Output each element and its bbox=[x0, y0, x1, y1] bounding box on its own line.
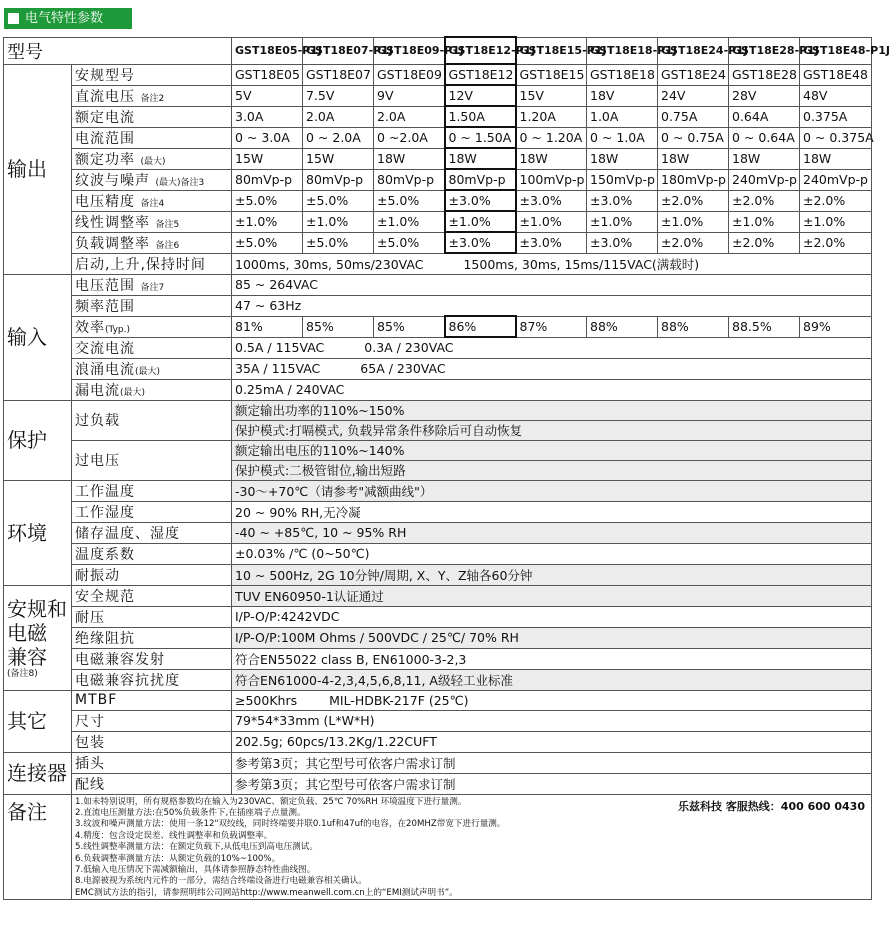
efficiency-value: 89% bbox=[800, 316, 872, 337]
row-label bbox=[72, 148, 232, 169]
model-name: GST18E15-P1J bbox=[516, 37, 587, 64]
output-group-label: 输出 bbox=[4, 64, 72, 274]
spec-value: 240mVp-p bbox=[800, 169, 872, 190]
environment-value: -30～+70℃（请参考"减额曲线"） bbox=[232, 480, 872, 501]
note-line: 2.直流电压测量方法:在50%负载条件下,在插座端子点量测。 bbox=[75, 807, 306, 818]
spec-value: 3.0A bbox=[232, 106, 303, 127]
safety-section bbox=[4, 585, 872, 690]
safety-row bbox=[4, 606, 872, 627]
spec-table bbox=[3, 36, 890, 900]
model-name: GST18E28-P1J bbox=[729, 37, 800, 64]
safety-value: 符合EN55022 class B, EN61000-3-2,3 bbox=[232, 648, 872, 669]
efficiency-value: 85% bbox=[374, 316, 445, 337]
row-label-note: (最大) bbox=[140, 156, 166, 167]
row-label: 频率范围 bbox=[72, 295, 232, 316]
spec-value: ±1.0% bbox=[516, 211, 587, 232]
row-label-text: 负载调整率 bbox=[75, 235, 150, 252]
spec-value: 18W bbox=[445, 148, 516, 169]
mtbf-row bbox=[4, 690, 872, 710]
row-label: 工作湿度 bbox=[72, 501, 232, 522]
row-label-text: 电流范围 bbox=[75, 130, 135, 147]
spec-value: 18W bbox=[374, 148, 445, 169]
row-label: 储存温度、湿度 bbox=[72, 522, 232, 543]
row-label: 浪涌电流(最大) bbox=[72, 358, 232, 379]
environment-value: 10 ~ 500Hz, 2G 10分钟/周期, X、Y、Z轴各60分钟 bbox=[232, 564, 872, 585]
row-label bbox=[72, 232, 232, 253]
spec-value: 180mVp-p bbox=[658, 169, 729, 190]
row-label: 绝缘阻抗 bbox=[72, 627, 232, 648]
inrush-row bbox=[4, 358, 872, 379]
frequency-row bbox=[4, 295, 872, 316]
spec-value: GST18E15 bbox=[516, 64, 587, 85]
spec-value: ±5.0% bbox=[232, 232, 303, 253]
package-row bbox=[4, 731, 872, 752]
output-row bbox=[4, 106, 872, 127]
output-row bbox=[4, 232, 872, 253]
spec-value: GST18E05 bbox=[232, 64, 303, 85]
spec-value: 80mVp-p bbox=[232, 169, 303, 190]
spec-value: 1.0A bbox=[587, 106, 658, 127]
ac-current-value: 0.5A / 115VAC 0.3A / 230VAC bbox=[232, 337, 872, 358]
startup-230: 1000ms, 30ms, 50ms/230VAC bbox=[235, 256, 424, 272]
wiring-value: 参考第3页；其它型号可依客户需求订制 bbox=[232, 773, 872, 794]
note-line: 6.负载调整率测量方法：从额定负载的10%~100%。 bbox=[75, 853, 281, 864]
spec-value: ±5.0% bbox=[374, 190, 445, 211]
spec-value: 2.0A bbox=[303, 106, 374, 127]
spec-value: 0 ~ 1.0A bbox=[587, 127, 658, 148]
spec-value: 80mVp-p bbox=[303, 169, 374, 190]
spec-value: ±1.0% bbox=[729, 211, 800, 232]
row-label: 插头 bbox=[72, 752, 232, 773]
spec-value: 0 ~ 3.0A bbox=[232, 127, 303, 148]
spec-value: 2.0A bbox=[374, 106, 445, 127]
package-value: 202.5g; 60pcs/13.2Kg/1.22CUFT bbox=[232, 731, 872, 752]
notes-cell bbox=[72, 794, 872, 900]
spec-value: ±3.0% bbox=[516, 190, 587, 211]
spec-value: ±3.0% bbox=[516, 232, 587, 253]
spec-value: 15W bbox=[232, 148, 303, 169]
spec-value: ±2.0% bbox=[658, 190, 729, 211]
row-label-note: 备注4 bbox=[140, 198, 165, 209]
environment-section bbox=[4, 480, 872, 585]
size-value: 79*54*33mm (L*W*H) bbox=[232, 710, 872, 731]
spec-value: ±1.0% bbox=[232, 211, 303, 232]
input-group-label: 输入 bbox=[4, 274, 72, 400]
spec-value: ±5.0% bbox=[303, 232, 374, 253]
startup-115: 1500ms, 30ms, 15ms/115VAC(满载时) bbox=[463, 256, 700, 272]
safety-group-label bbox=[4, 585, 72, 690]
environment-value: 20 ~ 90% RH,无冷凝 bbox=[232, 501, 872, 522]
row-label-text: 线性调整率 bbox=[75, 214, 150, 231]
spec-value: 7.5V bbox=[303, 85, 374, 106]
connector-group-label: 连接器 bbox=[4, 752, 72, 794]
environment-row bbox=[4, 564, 872, 585]
row-label: 配线 bbox=[72, 773, 232, 794]
spec-value: 0 ~ 0.375A bbox=[800, 127, 872, 148]
row-label: 耐压 bbox=[72, 606, 232, 627]
row-label-note: 备注6 bbox=[155, 240, 180, 251]
output-row bbox=[4, 148, 872, 169]
model-name: GST18E09-P1J bbox=[374, 37, 445, 64]
spec-value: 80mVp-p bbox=[445, 169, 516, 190]
row-label bbox=[72, 211, 232, 232]
spec-value: ±5.0% bbox=[374, 232, 445, 253]
spec-value: 18W bbox=[587, 148, 658, 169]
environment-row bbox=[4, 480, 872, 501]
output-row bbox=[4, 127, 872, 148]
row-label-text: 安规型号 bbox=[75, 67, 135, 84]
overload-row bbox=[4, 400, 872, 420]
spec-value: ±3.0% bbox=[587, 232, 658, 253]
row-label: 过电压 bbox=[72, 440, 232, 480]
efficiency-value: 87% bbox=[516, 316, 587, 337]
output-row bbox=[4, 211, 872, 232]
notes-group-label: 备注 bbox=[4, 794, 72, 900]
spec-value: GST18E28 bbox=[729, 64, 800, 85]
spec-value: 80mVp-p bbox=[374, 169, 445, 190]
environment-group-label: 环境 bbox=[4, 480, 72, 585]
leakage-value: 0.25mA / 240VAC bbox=[232, 379, 872, 400]
spec-value: GST18E07 bbox=[303, 64, 374, 85]
spec-value: ±1.0% bbox=[800, 211, 872, 232]
spec-value: 100mVp-p bbox=[516, 169, 587, 190]
row-label bbox=[72, 190, 232, 211]
spec-value: ±3.0% bbox=[587, 190, 658, 211]
efficiency-value: 81% bbox=[232, 316, 303, 337]
protection-group-label: 保护 bbox=[4, 400, 72, 480]
row-label: 电磁兼容发射 bbox=[72, 648, 232, 669]
row-label bbox=[72, 85, 232, 106]
row-label-note: 备注2 bbox=[140, 93, 165, 104]
note-line: 8.电源被视为系统内元件的一部分，需结合终端设备进行电磁兼容相关确认。 bbox=[75, 876, 367, 887]
model-name: GST18E18-P1J bbox=[587, 37, 658, 64]
spec-value: GST18E48 bbox=[800, 64, 872, 85]
spec-value: 48V bbox=[800, 85, 872, 106]
safety-value: 符合EN61000-4-2,3,4,5,6,8,11, A级轻工业标准 bbox=[232, 669, 872, 690]
spec-value: 0.75A bbox=[658, 106, 729, 127]
efficiency-value: 88% bbox=[658, 316, 729, 337]
overvoltage-row bbox=[4, 440, 872, 460]
safety-row bbox=[4, 585, 872, 606]
spec-value: 9V bbox=[374, 85, 445, 106]
spec-value: 28V bbox=[729, 85, 800, 106]
row-label bbox=[72, 169, 232, 190]
spec-value: 18W bbox=[516, 148, 587, 169]
environment-value: ±0.03% /℃ (0~50℃) bbox=[232, 543, 872, 564]
environment-value: -40 ~ +85℃, 10 ~ 95% RH bbox=[232, 522, 872, 543]
spec-value: 0 ~ 0.75A bbox=[658, 127, 729, 148]
spec-value: 0.64A bbox=[729, 106, 800, 127]
spec-value: ±1.0% bbox=[445, 211, 516, 232]
safety-row bbox=[4, 648, 872, 669]
spec-value: ±1.0% bbox=[587, 211, 658, 232]
row-label: 交流电流 bbox=[72, 337, 232, 358]
safety-group-line: 电磁 bbox=[7, 620, 47, 645]
spec-value: 0 ~2.0A bbox=[374, 127, 445, 148]
model-name: GST18E48-P1J bbox=[800, 37, 872, 64]
note-line: EMC测试方法的指引，请参照明纬公司网站http://www.meanwell.com.cn上的“EMI测试声明书”。 bbox=[75, 887, 458, 898]
row-label: 温度系数 bbox=[72, 543, 232, 564]
model-name: GST18E24-P1J bbox=[658, 37, 729, 64]
spec-value: 18V bbox=[587, 85, 658, 106]
input-voltage-value: 85 ~ 264VAC bbox=[232, 274, 872, 295]
spec-value: 150mVp-p bbox=[587, 169, 658, 190]
note-line: 1.如未特别说明，所有规格参数均在输入为230VAC、额定负载、25℃ 70%RH 环境温度下进行量测。 bbox=[75, 796, 467, 807]
frequency-value: 47 ~ 63Hz bbox=[232, 295, 872, 316]
spec-value: 0 ~ 1.50A bbox=[445, 127, 516, 148]
spec-value: 15V bbox=[516, 85, 587, 106]
ac-current-row bbox=[4, 337, 872, 358]
safety-row bbox=[4, 669, 872, 690]
spec-value: 5V bbox=[232, 85, 303, 106]
environment-row bbox=[4, 501, 872, 522]
safety-value: TUV EN60950-1认证通过 bbox=[232, 585, 872, 606]
note-line: 3.纹波和噪声测量方法：使用一条12"双绞线，同时终端要并联0.1uf和47uf的电容，在20MHZ带宽下进行量测。 bbox=[75, 819, 506, 830]
header-row bbox=[4, 37, 872, 64]
other-group-label: 其它 bbox=[4, 690, 72, 752]
size-row bbox=[4, 710, 872, 731]
overvoltage-mode: 保护模式:二极管钳位,输出短路 bbox=[232, 460, 872, 480]
row-label-text: 直流电压 bbox=[75, 88, 135, 105]
service-hotline: 乐兹科技 客服热线：400 600 0430 bbox=[677, 799, 865, 813]
overload-value: 额定输出功率的110%~150% bbox=[232, 400, 872, 420]
model-name: GST18E07-P1J bbox=[303, 37, 374, 64]
safety-value: I/P-O/P:4242VDC bbox=[232, 606, 872, 627]
spec-value: 0.375A bbox=[800, 106, 872, 127]
square-icon bbox=[8, 13, 19, 24]
row-label: 过负载 bbox=[72, 400, 232, 440]
model-label: 型号 bbox=[4, 37, 232, 64]
mtbf-value: ≥500Khrs MIL-HDBK-217F (25℃) bbox=[232, 690, 872, 710]
safety-row bbox=[4, 627, 872, 648]
environment-row bbox=[4, 543, 872, 564]
spec-value: ±1.0% bbox=[658, 211, 729, 232]
row-label bbox=[72, 64, 232, 85]
safety-group-line: 安规和 bbox=[7, 596, 67, 621]
efficiency-value: 88% bbox=[587, 316, 658, 337]
plug-value: 参考第3页；其它型号可依客户需求订制 bbox=[232, 752, 872, 773]
environment-row bbox=[4, 522, 872, 543]
spec-value: 1.50A bbox=[445, 106, 516, 127]
row-label: 漏电流(最大) bbox=[72, 379, 232, 400]
note-line: 4.精度：包含设定误差、线性调整率和负载调整率。 bbox=[75, 830, 273, 841]
spec-value: ±3.0% bbox=[445, 232, 516, 253]
spec-value: GST18E18 bbox=[587, 64, 658, 85]
overload-mode: 保护模式:打嗝模式, 负载异常条件移除后可自动恢复 bbox=[232, 420, 872, 440]
output-row bbox=[4, 85, 872, 106]
spec-value: 18W bbox=[729, 148, 800, 169]
spec-value: ±2.0% bbox=[729, 190, 800, 211]
output-row bbox=[4, 190, 872, 211]
efficiency-value: 85% bbox=[303, 316, 374, 337]
row-label-text: 纹波与噪声 bbox=[75, 172, 150, 189]
row-label-note: (最大)备注3 bbox=[155, 177, 205, 188]
spec-value: ±5.0% bbox=[232, 190, 303, 211]
row-label: 安全规范 bbox=[72, 585, 232, 606]
row-label: 电压范围 备注7 bbox=[72, 274, 232, 295]
note-line: 7.低输入电压情况下需减额输出，具体请参照静态特性曲线图。 bbox=[75, 864, 316, 875]
row-label-note: 备注5 bbox=[155, 219, 180, 230]
row-label: 包装 bbox=[72, 731, 232, 752]
efficiency-value: 86% bbox=[445, 316, 516, 337]
spec-value: 1.20A bbox=[516, 106, 587, 127]
model-name: GST18E05-P1J bbox=[232, 37, 303, 64]
spec-value: 0 ~ 2.0A bbox=[303, 127, 374, 148]
startup-value bbox=[232, 253, 872, 274]
notes-row bbox=[4, 794, 872, 900]
spec-value: GST18E24 bbox=[658, 64, 729, 85]
model-name-highlighted: GST18E12-P1J bbox=[445, 37, 516, 64]
spec-value: 240mVp-p bbox=[729, 169, 800, 190]
row-label: 启动,上升,保持时间 bbox=[72, 253, 232, 274]
spec-value: 24V bbox=[658, 85, 729, 106]
spec-value: 18W bbox=[658, 148, 729, 169]
spec-value: 18W bbox=[800, 148, 872, 169]
spec-value: ±3.0% bbox=[445, 190, 516, 211]
spec-value: 0 ~ 0.64A bbox=[729, 127, 800, 148]
row-label: MTBF bbox=[72, 690, 232, 710]
section-title-bar bbox=[4, 8, 132, 29]
spec-value: 0 ~ 1.20A bbox=[516, 127, 587, 148]
wiring-row bbox=[4, 773, 872, 794]
spec-value: 12V bbox=[445, 85, 516, 106]
row-label-text: 额定功率 bbox=[75, 151, 135, 168]
leakage-row bbox=[4, 379, 872, 400]
row-label: 工作温度 bbox=[72, 480, 232, 501]
row-label bbox=[72, 106, 232, 127]
spec-value: ±1.0% bbox=[374, 211, 445, 232]
spec-value: ±2.0% bbox=[729, 232, 800, 253]
startup-row bbox=[4, 253, 872, 274]
spec-value: ±2.0% bbox=[800, 190, 872, 211]
spec-value: GST18E09 bbox=[374, 64, 445, 85]
input-voltage-row bbox=[4, 274, 872, 295]
spec-value: ±5.0% bbox=[303, 190, 374, 211]
spec-value: ±2.0% bbox=[800, 232, 872, 253]
note-line: 5.线性调整率测量方法：在额定负载下,从低电压到高电压测试。 bbox=[75, 842, 318, 853]
row-label: 耐振动 bbox=[72, 564, 232, 585]
safety-value: I/P-O/P:100M Ohms / 500VDC / 25℃/ 70% RH bbox=[232, 627, 872, 648]
row-label-text: 电压精度 bbox=[75, 193, 135, 210]
plug-row bbox=[4, 752, 872, 773]
row-label: 效率(Typ.) bbox=[72, 316, 232, 337]
spec-value: GST18E12 bbox=[445, 64, 516, 85]
row-label: 尺寸 bbox=[72, 710, 232, 731]
output-row bbox=[4, 64, 872, 85]
row-label bbox=[72, 127, 232, 148]
row-label-text: 额定电流 bbox=[75, 109, 135, 126]
inrush-value: 35A / 115VAC 65A / 230VAC bbox=[232, 358, 872, 379]
output-row bbox=[4, 169, 872, 190]
overvoltage-value: 额定输出电压的110%~140% bbox=[232, 440, 872, 460]
spec-value: ±1.0% bbox=[303, 211, 374, 232]
row-label: 电磁兼容抗扰度 bbox=[72, 669, 232, 690]
safety-group-line: 兼容 bbox=[7, 644, 47, 669]
efficiency-value: 88.5% bbox=[729, 316, 800, 337]
spec-value: ±2.0% bbox=[658, 232, 729, 253]
efficiency-row bbox=[4, 316, 872, 337]
section-title: 电气特性参数 bbox=[25, 11, 104, 26]
spec-value: 15W bbox=[303, 148, 374, 169]
output-section bbox=[4, 64, 872, 274]
safety-group-note: (备注8) bbox=[7, 668, 38, 679]
